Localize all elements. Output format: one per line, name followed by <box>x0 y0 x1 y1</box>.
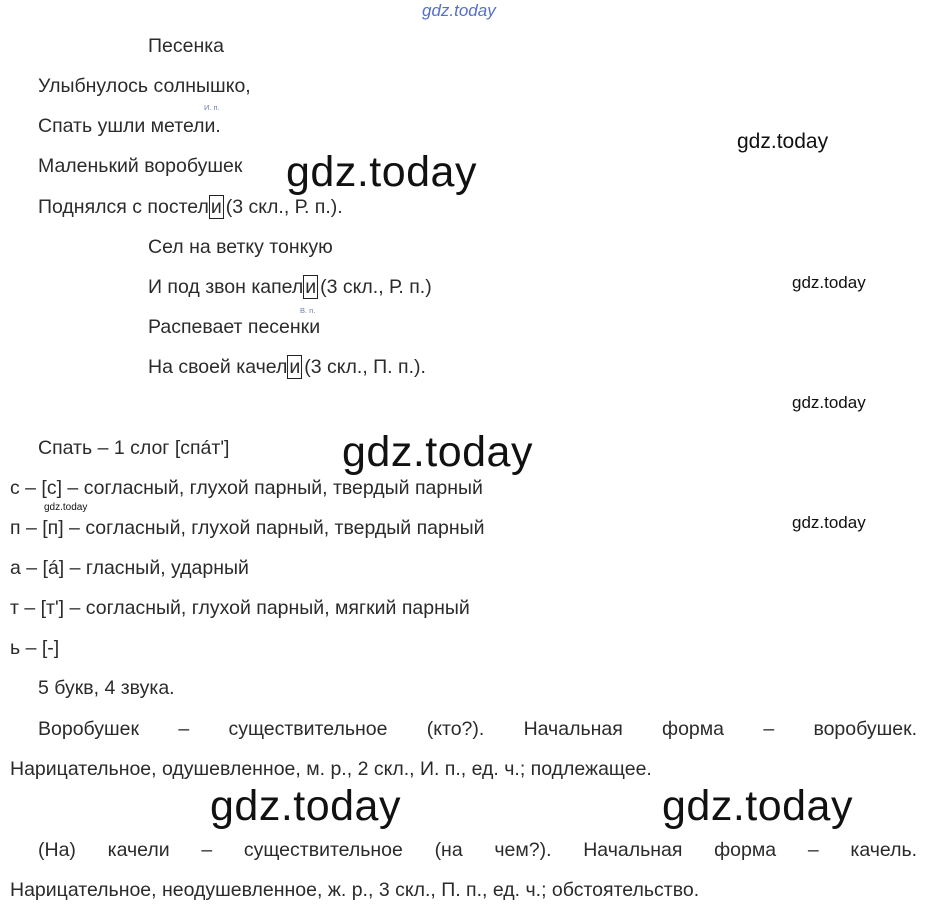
parsing-word: Воробушек <box>38 718 140 740</box>
parsing-word: существительное <box>243 839 403 861</box>
parsing-word: чем?). <box>494 839 552 861</box>
parsing-word: – <box>178 718 190 740</box>
watermark-top: gdz.today <box>422 1 496 20</box>
watermark: gdz.today <box>44 502 88 513</box>
ending-box: и <box>305 276 317 298</box>
parsing-2-line-2: Нарицательное, неодушевленное, ж. р., 3 скл., П. п., ед. ч.; обстоятельство. <box>10 879 700 901</box>
poem-title: Песенка <box>148 35 225 57</box>
poem-line-3: Маленький воробушек <box>38 155 243 177</box>
phonetic-letter-p: п – [п] – согласный, глухой парный, твердый парный <box>10 517 485 539</box>
case-annotation-meteli: И. п. <box>204 103 220 112</box>
parsing-word: Начальная <box>583 839 683 861</box>
poem-line-8-text: На своей качел <box>148 356 288 378</box>
poem-line-8-note: (3 скл., П. п.). <box>304 356 426 378</box>
poem-line-4-note: (3 скл., Р. п.). <box>225 196 343 218</box>
poem-line-5: Сел на ветку тонкую <box>148 236 333 258</box>
watermark: gdz.today <box>662 782 853 830</box>
parsing-word: (кто?). <box>426 718 485 740</box>
parsing-2-line-1 <box>38 838 917 862</box>
phonetic-letter-a: а – [á] – гласный, ударный <box>10 557 249 579</box>
parsing-word: форма <box>662 718 725 740</box>
watermark: gdz.today <box>792 513 866 532</box>
poem-line-4 <box>38 195 343 219</box>
parsing-word: форма <box>714 839 777 861</box>
phonetic-header: Спать – 1 слог [спáт'] <box>38 437 230 459</box>
watermark: gdz.today <box>737 130 829 153</box>
parsing-word: (На) <box>38 839 76 861</box>
poem-line-8 <box>148 355 426 379</box>
parsing-word: Начальная <box>523 718 623 740</box>
watermark: gdz.today <box>286 148 477 196</box>
poem-line-6-text: И под звон капел <box>148 276 304 298</box>
poem-line-6 <box>148 275 432 299</box>
poem-line-1: Улыбнулось солнышко, <box>38 75 251 97</box>
ending-box: и <box>289 356 301 378</box>
parsing-1-line-2: Нарицательное, одушевленное, м. р., 2 скл., И. п., ед. ч.; подлежащее. <box>10 758 652 780</box>
case-annotation-pesenki: В. п. <box>300 306 316 315</box>
parsing-word: (на <box>434 839 463 861</box>
watermark: gdz.today <box>210 782 401 830</box>
poem-line-6-note: (3 скл., Р. п.) <box>320 276 432 298</box>
parsing-word: качели <box>107 839 170 861</box>
poem-line-4-text: Поднялся с постел <box>38 196 209 218</box>
phonetic-letter-t: т – [т'] – согласный, глухой парный, мягкий парный <box>10 597 470 619</box>
parsing-word: воробушек. <box>813 718 918 740</box>
watermark: gdz.today <box>792 273 866 292</box>
parsing-1-line-1 <box>38 717 917 741</box>
phonetic-letter-s: с – [с] – согласный, глухой парный, твердый парный <box>10 477 483 499</box>
poem-line-2: Спать ушли метели. <box>38 115 221 137</box>
parsing-word: – <box>807 839 819 861</box>
poem-line-7: Распевает песенки <box>148 316 321 338</box>
parsing-word: – <box>201 839 213 861</box>
parsing-word: качель. <box>850 839 918 861</box>
parsing-word: – <box>763 718 775 740</box>
ending-box: и <box>210 196 222 218</box>
phonetic-letter-soft-sign: ь – [-] <box>10 637 60 659</box>
parsing-word: существительное <box>228 718 388 740</box>
phonetic-summary: 5 букв, 4 звука. <box>38 677 175 699</box>
watermark: gdz.today <box>792 393 866 412</box>
watermark: gdz.today <box>342 428 533 476</box>
